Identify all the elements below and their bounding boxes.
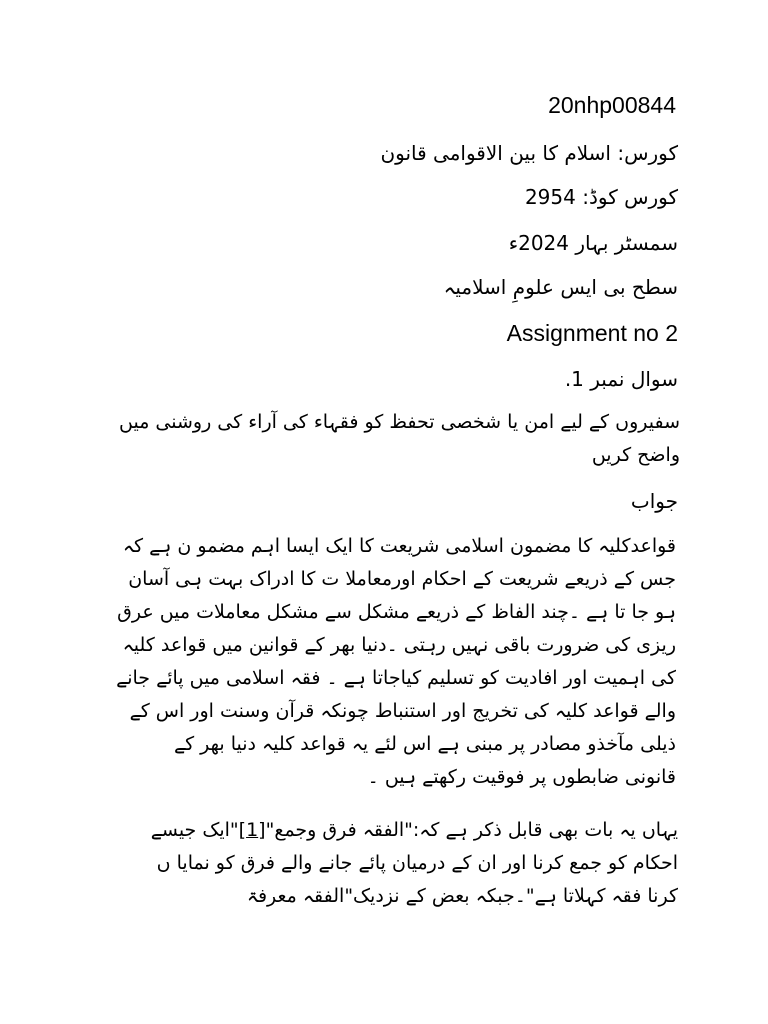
answer-paragraph-1 <box>92 530 676 794</box>
semester: سمسٹر بہار 2024ء <box>508 231 678 255</box>
answer-paragraph-2 <box>92 814 678 913</box>
course-code: کورس کوڈ: 2954 <box>524 185 678 209</box>
student-id: 20nhp00844 <box>548 92 676 118</box>
paragraph-text: یہاں یہ بات بھی قابل ذکر ہے کہ:"الفقہ فرق وجمع" <box>265 819 678 841</box>
paragraph-line: جس کے ذریعے شریعت کے احکام اورمعاملا ت کا ادراک بہت ہی آسان <box>128 568 676 590</box>
paragraph-line: قانونی ضابطوں پر فوقیت رکھتے ہیں ۔ <box>367 766 676 788</box>
question-line: سفیروں کے لیے امن یا شخصی تحفظ کو فقہاء کی آراء کی روشنی میں <box>119 411 680 433</box>
course-title: کورس: اسلام کا بین الاقوامی قانون <box>380 141 678 165</box>
assignment-title: Assignment no 2 <box>506 320 678 346</box>
paragraph-line: والے قواعد کلیہ کی تخریج اور استنباط چونکہ قرآن وسنت اور اس کے <box>129 700 676 722</box>
paragraph-line: ریزی کی ضرورت باقی نہیں رہتی ۔دنیا بھر کے قوانین میں قواعد کلیہ <box>122 634 676 656</box>
paragraph-line: قواعدکلیہ کا مضمون اسلامی شریعت کا ایک ایسا اہم مضمو ن ہے کہ <box>122 535 676 557</box>
paragraph-line: ہو جا تا ہے ۔چند الفاظ کے ذریعے مشکل سے مشکل معاملات میں عرق <box>117 601 676 623</box>
level: سطح بی ایس علومِ اسلامیہ <box>443 275 678 299</box>
question-text <box>92 406 680 472</box>
question-number: سوال نمبر 1. <box>564 367 678 391</box>
answer-heading: جواب <box>630 489 678 513</box>
paragraph-text: "ایک جیسے <box>150 819 239 841</box>
footnote-reference-link[interactable]: [1] <box>238 819 266 841</box>
paragraph-line <box>92 814 678 847</box>
paragraph-line: احکام کو جمع کرنا اور ان کے درمیان پائے جانے والے فرق کو نمایا ں <box>156 852 678 874</box>
paragraph-line: ذیلی مآخذو مصادر پر مبنی ہے اس لئے یہ قواعد کلیہ دنیا بھر کے <box>173 733 676 755</box>
question-line: واضح کریں <box>591 444 680 466</box>
paragraph-line: کی اہمیت اور افادیت کو تسلیم کیاجاتا ہے ۔ فقہ اسلامی میں پائے جانے <box>116 667 676 689</box>
paragraph-line: کرنا فقہ کہلاتا ہے"۔جبکہ بعض کے نزدیک"الفقہ معرفۃ <box>246 885 678 907</box>
